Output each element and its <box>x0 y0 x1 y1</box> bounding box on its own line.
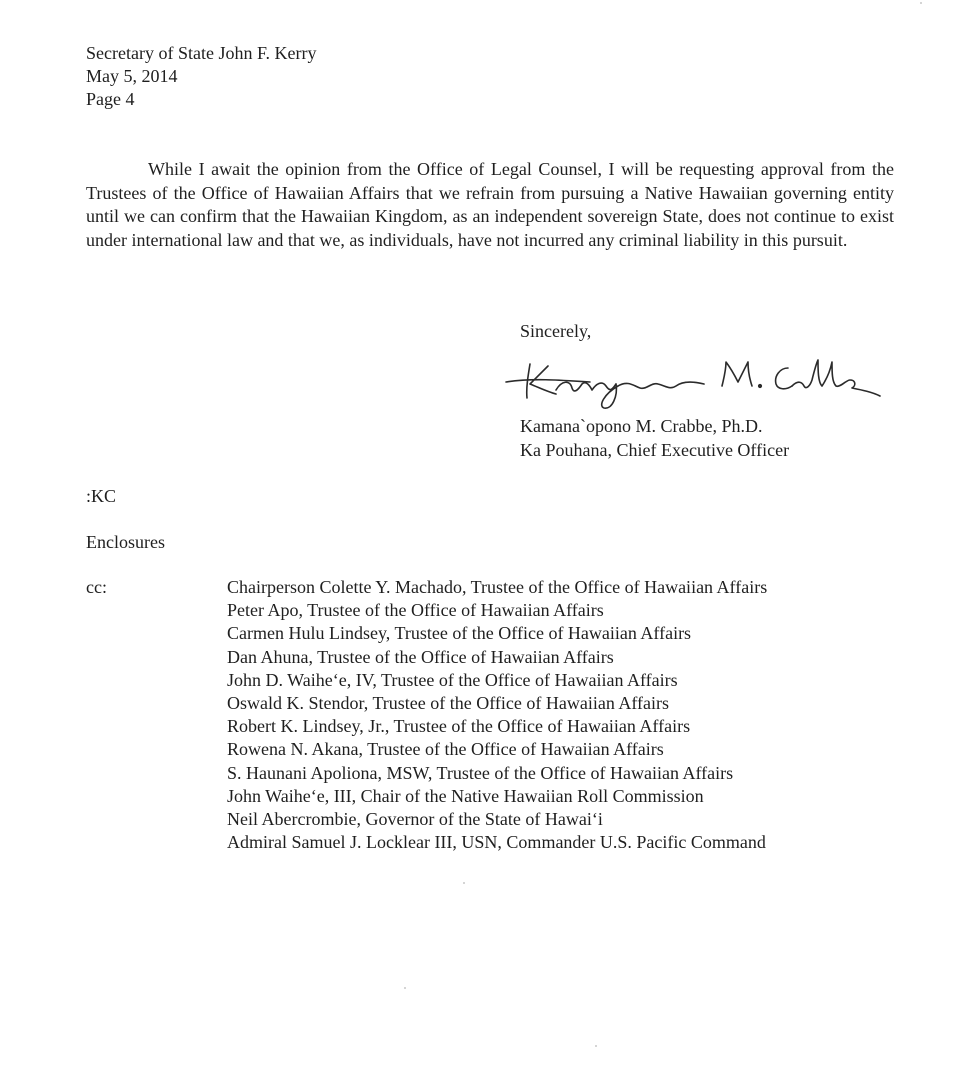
letter-header <box>86 42 317 111</box>
scan-speck <box>920 2 922 4</box>
cc-recipient: Rowena N. Akana, Trustee of the Office of Hawaiian Affairs <box>227 739 664 760</box>
cc-recipient: Oswald K. Stendor, Trustee of the Office of Hawaiian Affairs <box>227 693 670 714</box>
cc-label: cc: <box>86 577 107 597</box>
cc-recipient: Neil Abercrombie, Governor of the State of Hawai‘i <box>227 809 603 830</box>
cc-recipient: S. Haunani Apoliona, MSW, Trustee of the Office of Hawaiian Affairs <box>227 762 734 783</box>
signer-name: Kamana`opono M. Crabbe, Ph.D. <box>520 416 763 436</box>
cc-recipient-list <box>227 576 767 854</box>
date-line: May 5, 2014 <box>86 66 178 86</box>
handwritten-signature <box>500 350 890 416</box>
complimentary-closing: Sincerely, <box>520 321 592 341</box>
enclosures-note: Enclosures <box>86 532 165 552</box>
signer-title: Ka Pouhana, Chief Executive Officer <box>520 440 790 460</box>
scan-speck <box>595 1045 597 1047</box>
cc-recipient: Admiral Samuel J. Locklear III, USN, Commander U.S. Pacific Command <box>227 832 766 853</box>
cc-recipient: John D. Waihe‘e, IV, Trustee of the Office of Hawaiian Affairs <box>227 669 678 690</box>
body-paragraph: While I await the opinion from the Office of Legal Counsel, I will be requesting approval from the Trustees of the Office of Hawaiian Affairs that we refrain from pursuing a Native Hawaiian governing entity until we can confirm that the Hawaiian Kingdom, as an independent sovereign State, does not continue to exist under international law and that we, as individuals, have not incurred any criminal liability in this pursuit. <box>86 159 894 250</box>
scan-speck <box>404 987 406 989</box>
recipient-line: Secretary of State John F. Kerry <box>86 43 317 63</box>
cc-recipient: Chairperson Colette Y. Machado, Trustee of the Office of Hawaiian Affairs <box>227 577 768 597</box>
scan-speck <box>463 882 465 884</box>
page-number: Page 4 <box>86 89 135 109</box>
cc-recipient: John Waihe‘e, III, Chair of the Native Hawaiian Roll Commission <box>227 785 704 806</box>
signer-block <box>520 414 789 462</box>
cc-recipient: Robert K. Lindsey, Jr., Trustee of the Office of Hawaiian Affairs <box>227 716 691 737</box>
cc-recipient: Dan Ahuna, Trustee of the Office of Hawaiian Affairs <box>227 646 614 667</box>
cc-recipient: Carmen Hulu Lindsey, Trustee of the Office of Hawaiian Affairs <box>227 623 692 644</box>
reference-initials: :KC <box>86 486 117 506</box>
cc-recipient: Peter Apo, Trustee of the Office of Hawaiian Affairs <box>227 600 604 621</box>
